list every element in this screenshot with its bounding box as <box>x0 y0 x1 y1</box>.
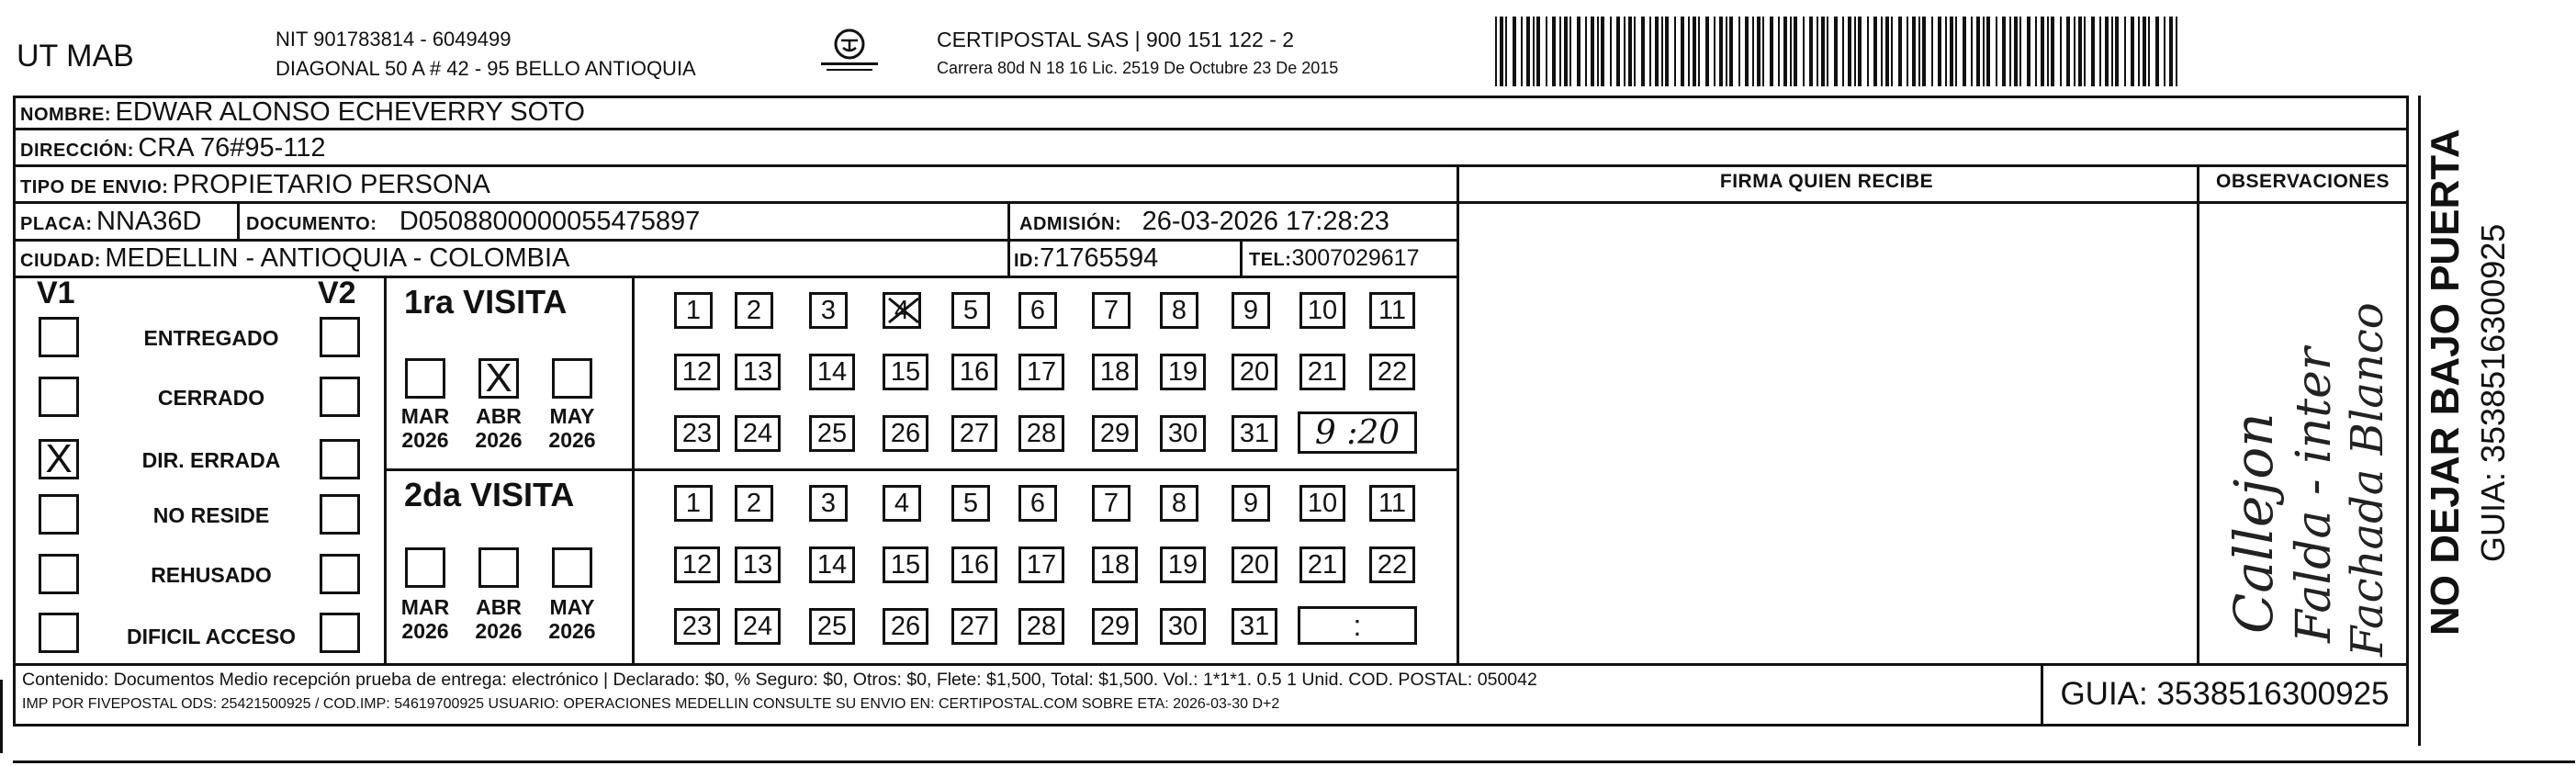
visit2-day-15[interactable]: 15 <box>883 546 928 583</box>
status-entregado: ENTREGADO <box>143 326 279 350</box>
v2-label: V2 <box>318 276 356 310</box>
v2-checkbox-dir-errada[interactable] <box>320 439 360 479</box>
visit2-day-31[interactable]: 31 <box>1232 608 1277 645</box>
visit2-day-3[interactable]: 3 <box>809 485 848 522</box>
status-rehusado: REHUSADO <box>151 563 272 587</box>
visit2-day-29[interactable]: 29 <box>1092 608 1138 645</box>
visit1-title: 1ra VISITA <box>404 283 568 321</box>
visit1-day-17[interactable]: 17 <box>1018 354 1064 390</box>
scan-edge <box>0 680 3 753</box>
documento-cell <box>246 204 700 239</box>
v1-checkbox-no-reside[interactable] <box>39 494 79 535</box>
visit1-day-15[interactable]: 15 <box>883 354 928 390</box>
visit1-day-24[interactable]: 24 <box>735 415 781 452</box>
month-year: 2026 <box>401 619 449 643</box>
visit2-month-may-checkbox[interactable] <box>552 547 592 588</box>
v1-checkbox-dir-errada[interactable]: X <box>39 439 79 479</box>
month-name: ABR <box>476 595 522 619</box>
visit1-day-2[interactable]: 2 <box>735 292 773 329</box>
sender-address: DIAGONAL 50 A # 42 - 95 BELLO ANTIOQUIA <box>276 57 696 80</box>
visit2-month-may <box>540 595 604 643</box>
status-dir-errada: DIR. ERRADA <box>141 448 281 472</box>
visit1-day-14[interactable]: 14 <box>809 354 855 390</box>
obs-left-divider <box>2197 164 2199 666</box>
visit1-day-30[interactable]: 30 <box>1160 415 1206 452</box>
visit2-day-17[interactable]: 17 <box>1018 546 1064 583</box>
visit1-day-21[interactable]: 21 <box>1299 354 1345 390</box>
visit1-day-7[interactable]: 7 <box>1092 292 1131 329</box>
visit2-day-11[interactable]: 11 <box>1369 485 1415 522</box>
visit2-day-19[interactable]: 19 <box>1160 546 1206 583</box>
month-year: 2026 <box>548 619 596 643</box>
tipo-envio-label: TIPO DE ENVIO: <box>20 177 169 197</box>
observacion-line-1: Callejon <box>2222 412 2285 634</box>
visit1-time-value: 9 :20 <box>1314 413 1400 452</box>
scan-edge-bottom <box>13 760 2575 763</box>
placa-label: PLACA: <box>20 214 93 234</box>
month-name: MAR <box>400 595 450 619</box>
col-divider <box>1240 239 1243 276</box>
col-divider <box>1007 201 1010 276</box>
visit2-day-13[interactable]: 13 <box>735 546 781 583</box>
tracking-barcode <box>1495 17 2178 86</box>
visit1-month-abr-checkbox[interactable]: X <box>478 358 519 399</box>
visit1-day-4[interactable] <box>883 292 921 329</box>
visit1-day-3[interactable]: 3 <box>809 292 848 329</box>
visit2-day-7[interactable]: 7 <box>1092 485 1131 522</box>
month-name: MAY <box>549 595 595 619</box>
visit2-title: 2da VISITA <box>404 476 575 513</box>
visit1-day-22[interactable]: 22 <box>1369 354 1415 390</box>
visit2-day-28[interactable]: 28 <box>1018 608 1064 645</box>
visit2-day-27[interactable]: 27 <box>951 608 997 645</box>
visit1-day-6[interactable]: 6 <box>1018 292 1057 329</box>
visit1-month-may <box>540 404 604 452</box>
visit2-day-6[interactable]: 6 <box>1018 485 1057 522</box>
visit1-day-13[interactable]: 13 <box>735 354 781 390</box>
visit2-day-16[interactable]: 16 <box>951 546 997 583</box>
observaciones-header: OBSERVACIONES <box>2216 171 2390 192</box>
visit1-day-11[interactable]: 11 <box>1369 292 1415 329</box>
direccion-row <box>20 130 326 165</box>
visit1-day-26[interactable]: 26 <box>883 415 928 452</box>
visit2-time-field[interactable] <box>1298 606 1417 645</box>
id-label: ID: <box>1014 251 1041 271</box>
visit2-day-24[interactable]: 24 <box>735 608 781 645</box>
side-guia-number: GUIA: 3538516300925 <box>2474 223 2512 562</box>
visit2-day-30[interactable]: 30 <box>1160 608 1206 645</box>
month-name: MAR <box>400 404 450 428</box>
admision-value: 26-03-2026 17:28:23 <box>1142 207 1389 236</box>
no-dejar-bajo-puerta-banner: NO DEJAR BAJO PUERTA <box>2423 129 2468 636</box>
certipostal-logo <box>808 26 891 81</box>
visit1-day-8[interactable]: 8 <box>1160 292 1198 329</box>
ciudad-value: MEDELLIN - ANTIOQUIA - COLOMBIA <box>105 243 570 273</box>
visit2-day-8[interactable]: 8 <box>1160 485 1198 522</box>
certipostal-logo-icon <box>808 26 891 81</box>
v1-checkbox-dificil-acceso[interactable] <box>39 613 79 653</box>
placa-value: NNA36D <box>96 207 202 236</box>
v2-checkbox-no-reside[interactable] <box>320 494 360 535</box>
observacion-line-2: Falda - inter <box>2287 347 2342 643</box>
side-divider <box>2418 96 2421 746</box>
visit2-day-20[interactable]: 20 <box>1232 546 1277 583</box>
placa-cell <box>20 204 201 239</box>
status-dificil-acceso: DIFICIL ACCESO <box>126 625 296 648</box>
visit1-day-9[interactable]: 9 <box>1232 292 1270 329</box>
firma-left-divider <box>1457 164 1459 666</box>
visit1-month-mar <box>393 404 457 452</box>
v2-checkbox-rehusado[interactable] <box>320 554 360 594</box>
documento-value: D0508800000055475897 <box>399 207 701 236</box>
visit1-day-20[interactable]: 20 <box>1232 354 1277 390</box>
documento-label: DOCUMENTO: <box>246 214 377 234</box>
visit1-day-18[interactable]: 18 <box>1092 354 1138 390</box>
month-year: 2026 <box>548 428 596 452</box>
visit2-day-14[interactable]: 14 <box>809 546 855 583</box>
tipo-envio-row <box>20 167 490 202</box>
visit2-month-abr <box>467 595 531 643</box>
v1-checkbox-rehusado[interactable] <box>39 554 79 594</box>
visit-separator <box>384 468 1457 471</box>
month-year: 2026 <box>475 619 523 643</box>
status-no-reside: NO RESIDE <box>152 503 270 527</box>
ciudad-label: CIUDAD: <box>20 251 101 271</box>
v2-checkbox-dificil-acceso[interactable] <box>320 613 360 653</box>
visit2-day-12[interactable]: 12 <box>674 546 720 583</box>
footer-content-line: Contenido: Documentos Medio recepción prueba de entrega: electrónico | Declarado: $0, % Seguro: $0, Otros: $0, Flete: $1,500, Total: $1,500. Vol.: 1*1*1. 0.5 1 Unid. COD. POSTAL: 050042 <box>22 670 1537 690</box>
visit2-day-21[interactable]: 21 <box>1299 546 1345 583</box>
v1-checkbox-cerrado[interactable] <box>39 377 79 417</box>
visit1-day-1[interactable]: 1 <box>674 292 713 329</box>
observacion-line-3: Fachada Blanco <box>2342 302 2393 657</box>
visit1-day-10[interactable]: 10 <box>1299 292 1345 329</box>
visit1-day-19[interactable]: 19 <box>1160 354 1206 390</box>
day-number: 4 <box>894 295 910 325</box>
visit1-day-31[interactable]: 31 <box>1232 415 1277 452</box>
visit2-day-4[interactable]: 4 <box>883 485 921 522</box>
tel-value: 3007029617 <box>1291 245 1420 271</box>
visit1-day-12[interactable]: 12 <box>674 354 720 390</box>
visit1-day-23[interactable]: 23 <box>674 415 720 452</box>
admision-cell <box>1019 204 1389 239</box>
ciudad-cell <box>20 241 569 276</box>
v1-label: V1 <box>37 276 75 310</box>
month-name: MAY <box>549 404 595 428</box>
v1-checkbox-entregado[interactable] <box>39 317 79 357</box>
tel-label: TEL: <box>1249 250 1292 270</box>
month-year: 2026 <box>401 428 449 452</box>
recipient-address: CRA 76#95-112 <box>138 133 326 163</box>
month-year: 2026 <box>475 428 523 452</box>
visit1-day-16[interactable]: 16 <box>951 354 997 390</box>
tel-cell <box>1249 241 1419 276</box>
visit2-day-25[interactable]: 25 <box>809 608 855 645</box>
visit2-day-18[interactable]: 18 <box>1092 546 1138 583</box>
visit2-month-mar <box>393 595 457 643</box>
visit2-day-26[interactable]: 26 <box>883 608 928 645</box>
license-line: Carrera 80d N 18 16 Lic. 2519 De Octubre 23 De 2015 <box>937 59 1339 77</box>
tipo-envio-value: PROPIETARIO PERSONA <box>172 170 490 199</box>
id-cell <box>1014 241 1158 276</box>
visit2-day-2[interactable]: 2 <box>735 485 773 522</box>
visit1-day-5[interactable]: 5 <box>951 292 990 329</box>
visit1-month-mar-checkbox[interactable] <box>405 358 445 399</box>
visit2-day-23[interactable]: 23 <box>674 608 720 645</box>
visit2-day-10[interactable]: 10 <box>1299 485 1345 522</box>
v2-checkbox-cerrado[interactable] <box>320 377 360 417</box>
barcode-icon <box>1495 17 2178 86</box>
month-name: ABR <box>476 404 522 428</box>
visit1-time-field[interactable] <box>1298 411 1417 454</box>
visit1-day-25[interactable]: 25 <box>809 415 855 452</box>
visit2-day-22[interactable]: 22 <box>1369 546 1415 583</box>
footer-guia: GUIA: 3538516300925 <box>2060 676 2390 712</box>
visit2-month-mar-checkbox[interactable] <box>405 547 445 588</box>
id-value: 71765594 <box>1040 243 1159 273</box>
col-divider <box>237 201 240 240</box>
visit1-month-abr <box>467 404 531 452</box>
firma-header: FIRMA QUIEN RECIBE <box>1719 171 1934 192</box>
visit2-day-9[interactable]: 9 <box>1232 485 1270 522</box>
visit2-time-value: : <box>1353 608 1362 642</box>
nit-line: NIT 901783814 - 6049499 <box>276 28 512 51</box>
visit2-month-abr-checkbox[interactable] <box>478 547 519 588</box>
direccion-label: DIRECCIÓN: <box>20 141 134 161</box>
firma-header-line <box>1457 201 2409 204</box>
visit1-day-28[interactable]: 28 <box>1018 415 1064 452</box>
status-cerrado: CERRADO <box>157 386 265 410</box>
v2-checkbox-entregado[interactable] <box>320 317 360 357</box>
nombre-row <box>20 96 585 129</box>
certipostal-company-line: CERTIPOSTAL SAS | 900 151 122 - 2 <box>937 28 1295 51</box>
visit1-day-27[interactable]: 27 <box>951 415 997 452</box>
visit2-day-1[interactable]: 1 <box>674 485 713 522</box>
nombre-label: NOMBRE: <box>20 105 112 125</box>
visit1-day-29[interactable]: 29 <box>1092 415 1138 452</box>
company-name: UT MAB <box>17 39 134 73</box>
visit1-month-may-checkbox[interactable] <box>552 358 592 399</box>
recipient-name: EDWAR ALONSO ECHEVERRY SOTO <box>115 97 585 127</box>
footer-print-line: IMP POR FIVEPOSTAL ODS: 25421500925 / COD.IMP: 54619700925 USUARIO: OPERACIONES MEDELLIN CONSULTE SU ENVIO EN: CERTIPOSTAL.COM SOBRE ETA: 2026-03-30 D+2 <box>22 696 1280 712</box>
admision-label: ADMISIÓN: <box>1019 214 1122 234</box>
visit2-day-5[interactable]: 5 <box>951 485 990 522</box>
